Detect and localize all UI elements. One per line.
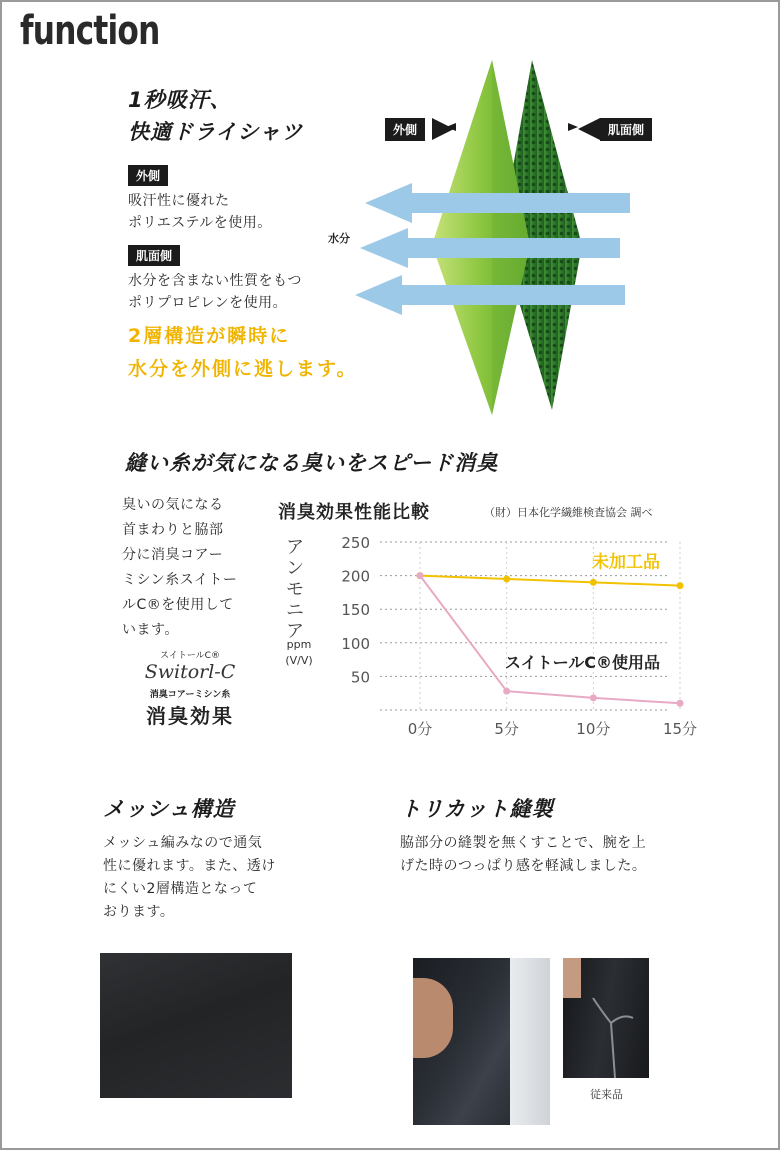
yunit-line: (V/V) [285, 654, 313, 667]
data-point [417, 572, 424, 579]
mesh-line: にくい2層構造となって [103, 881, 258, 897]
inner-pointer-icon [578, 118, 600, 140]
body-line: 分に消臭コアー [122, 547, 224, 563]
logo-sub-text: 消臭コアーミシン糸 [149, 690, 231, 700]
tricut-line: げた時のつっぱり感を軽減しました。 [400, 858, 647, 874]
chart-ylabel: アンモニア [286, 537, 304, 642]
data-point [677, 700, 684, 707]
series-label-untreated: 未加工品 [592, 552, 660, 573]
tricut-text [400, 832, 646, 878]
mesh-line: おります。 [103, 904, 175, 920]
outer-text-line: 吸汗性に優れた [128, 193, 230, 209]
outer-tag: 外側 [128, 165, 168, 186]
chart-source: （財）日本化学繊維検査協会 調べ [484, 506, 653, 519]
outer-text-line: ポリエステルを使用。 [128, 215, 272, 231]
chart-yunit [281, 637, 317, 669]
inner-block [128, 245, 302, 314]
highlight-line: 水分を外側に逃します。 [128, 358, 358, 380]
headline-line-1: 1秒吸汗、 [128, 88, 232, 112]
x-tick-label: 15分 [662, 720, 698, 738]
body-line: 首まわりと脇部 [122, 522, 224, 538]
mesh-text [103, 832, 276, 924]
yunit-line: ppm [286, 638, 312, 651]
outer-block [128, 165, 272, 234]
moisture-arrows [355, 183, 630, 315]
series-label-switorl: スイトールC®使用品 [504, 653, 660, 672]
dry-shirt-headline [128, 84, 303, 148]
logo-big-text: 消臭効果 [146, 704, 234, 728]
tricut-line: 脇部分の縫製を無くすことで、腕を上 [400, 835, 647, 851]
y-tick-label: 250 [341, 534, 370, 552]
data-point [590, 579, 597, 586]
skin-side-label: 肌面側 [600, 118, 652, 141]
body-line: ルC®を使用して [122, 597, 234, 613]
inner-text [128, 270, 302, 314]
outer-side-label: 外側 [385, 118, 425, 141]
y-tick-label: 200 [341, 567, 370, 586]
inner-tag: 肌面側 [128, 245, 180, 266]
data-point [503, 688, 510, 695]
tricut-arm-photo [413, 958, 550, 1125]
deodorant-body [122, 493, 237, 643]
mesh-line: 性に優れます。また、透け [103, 858, 276, 874]
body-line: ミシン糸スイトー [122, 572, 238, 588]
arm-skin-shape [413, 978, 453, 1058]
body-line: います。 [122, 622, 179, 638]
data-point [590, 694, 597, 701]
outer-text [128, 190, 272, 234]
inner-text-line: 水分を含まない性質をもつ [128, 273, 302, 289]
deodorant-chart [320, 530, 700, 745]
y-tick-label: 150 [341, 601, 370, 620]
y-tick-label: 100 [341, 634, 370, 653]
conventional-photo [563, 958, 649, 1078]
water-label: 水分 [328, 232, 350, 245]
mesh-title: メッシュ構造 [103, 797, 235, 821]
data-point [503, 575, 510, 582]
highlight-line: 2層構造が瞬時に [128, 325, 291, 347]
x-tick-label: 10分 [576, 720, 611, 738]
photo-highlight [510, 958, 550, 1125]
conventional-label: 従来品 [590, 1088, 623, 1101]
tricut-title: トリカット縫製 [400, 797, 554, 821]
logo-small-text: スイトールC® [160, 651, 220, 661]
y-tick-label: 50 [350, 668, 370, 687]
seam-line [563, 958, 649, 1078]
deodorant-headline: 縫い糸が気になる臭いをスピード消臭 [125, 451, 499, 475]
data-point [677, 582, 684, 589]
x-tick-label: 5分 [494, 720, 519, 738]
x-tick-label: 0分 [407, 720, 433, 738]
switorl-logo [130, 648, 250, 729]
body-line: 臭いの気になる [122, 497, 224, 513]
page-title: function [20, 8, 160, 54]
mesh-line: メッシュ編みなので通気 [103, 835, 263, 851]
logo-script-text: Switorl-C [144, 661, 236, 683]
series-line [420, 576, 680, 586]
inner-text-line: ポリプロピレンを使用。 [128, 295, 288, 311]
mesh-fabric-photo [100, 953, 292, 1098]
series-line [420, 576, 680, 704]
outer-pointer-icon [432, 118, 454, 140]
headline-line-2: 快適ドライシャツ [128, 120, 303, 144]
fabric-layer-diagram [320, 55, 660, 425]
chart-title: 消臭効果性能比較 [278, 502, 430, 523]
